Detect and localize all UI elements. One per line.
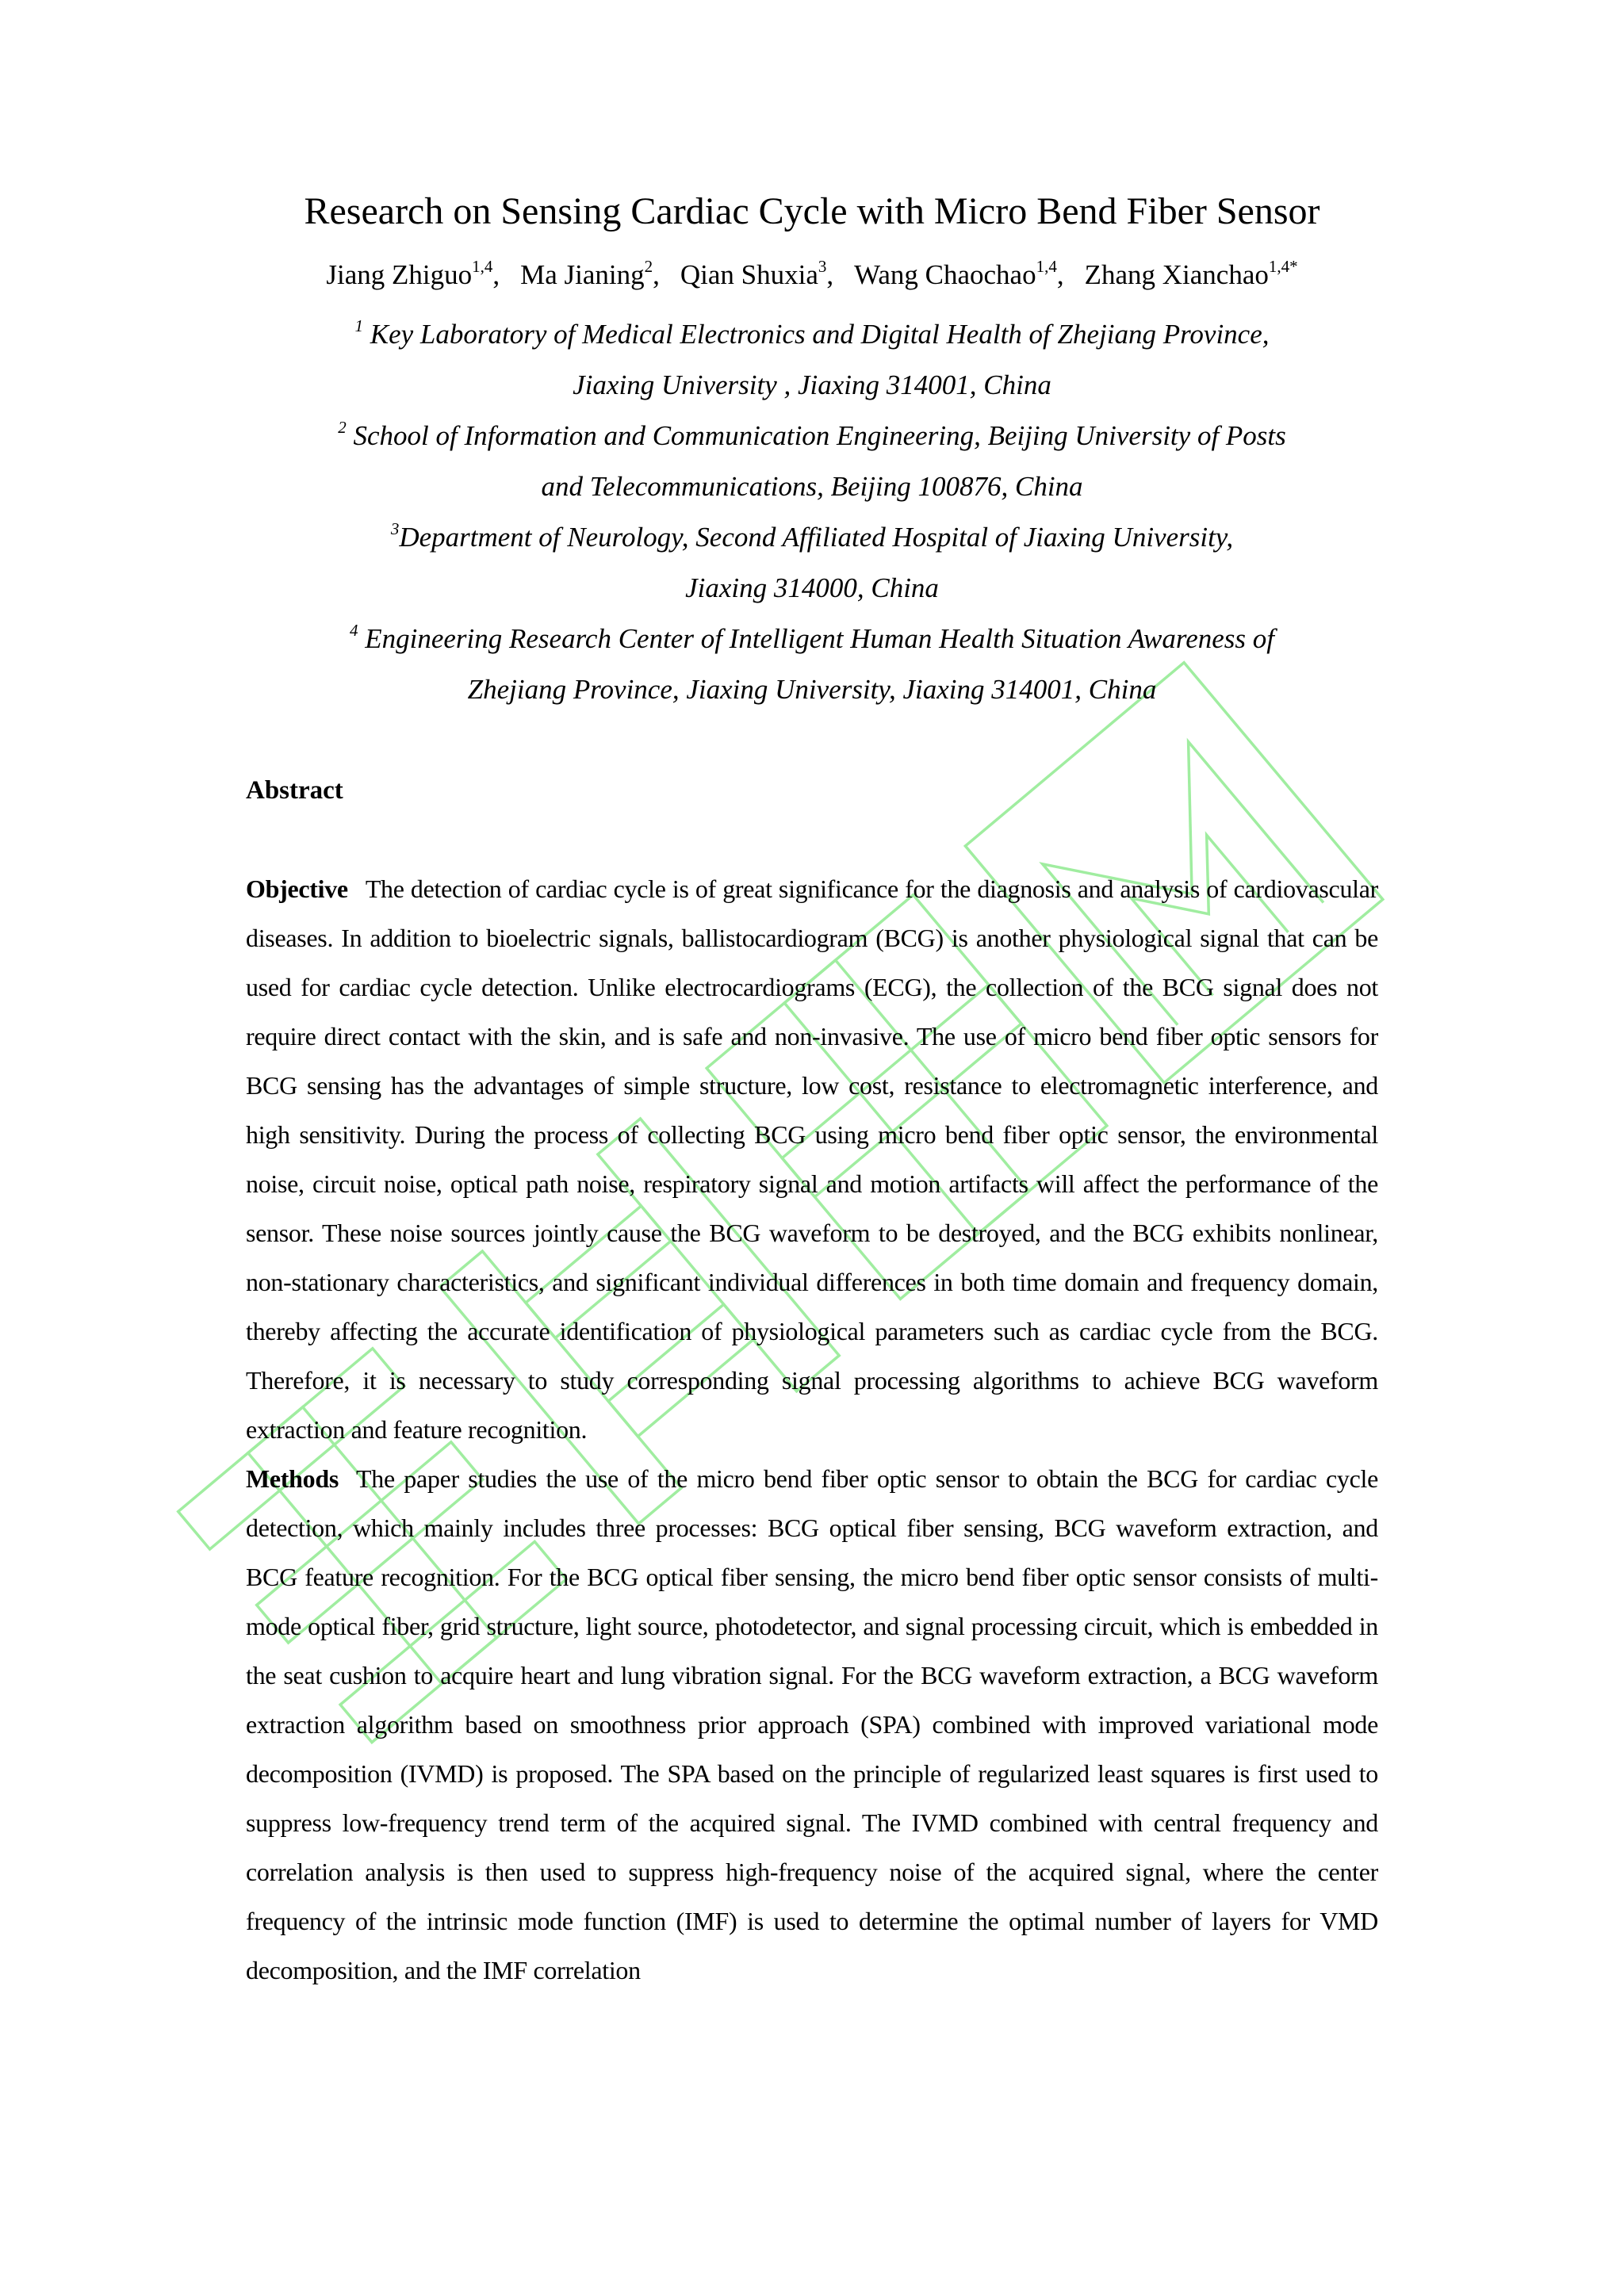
author-name: Jiang Zhiguo [326, 259, 473, 290]
affiliation-line [246, 614, 1378, 664]
affiliations-block [246, 309, 1378, 715]
affiliation-text: Department of Neurology, Second Affiliated Hospital of Jiaxing University, [399, 522, 1234, 553]
affiliation-line [246, 563, 1378, 614]
affiliation-line [246, 512, 1378, 563]
abstract-body [246, 864, 1378, 1995]
abstract-paragraph [246, 864, 1378, 1454]
affiliation-line [246, 360, 1378, 411]
affiliation-text: School of Information and Communication Engineering, Beijing University of Posts [346, 420, 1286, 451]
affiliation-text: Key Laboratory of Medical Electronics and Digital Health of Zhejiang Province, [362, 319, 1270, 350]
affiliation-superscript: 2 [338, 418, 347, 437]
author-separator: , [1056, 259, 1064, 290]
author-separator: , [492, 259, 500, 290]
author-separator: , [653, 259, 660, 290]
affiliation-line [246, 461, 1378, 512]
author-name: Wang Chaochao [854, 259, 1036, 290]
abstract-paragraph [246, 1454, 1378, 1995]
affiliation-text: Jiaxing University , Jiaxing 314001, China [573, 369, 1051, 400]
author-name: Qian Shuxia [680, 259, 818, 290]
author-name: Ma Jianing [520, 259, 645, 290]
affiliation-line [246, 411, 1378, 461]
author-superscript: 2 [644, 257, 653, 276]
paragraph-text: The detection of cardiac cycle is of great significance for the diagnosis and analysis of cardiovascular diseases. In addition to bioelectric signals, ballistocardiogram (BCG) is another physiological signal that can be used for cardiac cycle detection. Unlike electrocardiograms (ECG), the collection of the BCG signal does not require direct contact with the skin, and is safe and non-invasive. The use of micro bend fiber optic sensors for BCG sensing has the advantages of simple structure, low cost, resistance to electromagnetic interference, and high sensitivity. During the process of collecting BCG using micro bend fiber optic sensor, the environmental noise, circuit noise, optical path noise, respiratory signal and motion artifacts will affect the performance of the sensor. These noise sources jointly cause the BCG waveform to be destroyed, and the BCG exhibits nonlinear, non-stationary characteristics, and significant individual differences in both time domain and frequency domain, thereby affecting the accurate identification of physiological parameters such as cardiac cycle from the BCG. Therefore, it is necessary to study corresponding signal processing algorithms to achieve BCG waveform extraction and feature recognition. [246, 874, 1378, 1444]
abstract-heading: Abstract [246, 776, 343, 805]
author-name: Zhang Xianchao [1084, 259, 1269, 290]
affiliation-text: Jiaxing 314000, China [685, 572, 939, 603]
affiliation-superscript: 3 [390, 519, 400, 538]
affiliation-superscript: 4 [350, 621, 358, 640]
author-superscript: 1,4 [472, 257, 493, 276]
affiliation-line [246, 664, 1378, 715]
paragraph-label: Objective [246, 874, 348, 903]
affiliation-text: and Telecommunications, Beijing 100876, China [541, 471, 1083, 502]
author-superscript: 3 [818, 257, 827, 276]
affiliation-superscript: 1 [354, 316, 363, 335]
paragraph-text: The paper studies the use of the micro bend fiber optic sensor to obtain the BCG for cardiac cycle detection, which mainly includes three processes: BCG optical fiber sensing, BCG waveform extraction, and BCG feature recognition. For the BCG optical fiber sensing, the micro bend fiber optic sensor consists of multi-mode optical fiber, grid structure, light source, photodetector, and signal processing circuit, which is embedded in the seat cushion to acquire heart and lung vibration signal. For the BCG waveform extraction, a BCG waveform extraction algorithm based on smoothness prior approach (SPA) combined with improved variational mode decomposition (IVMD) is proposed. The SPA based on the principle of regularized least squares is first used to suppress low-frequency trend term of the acquired signal. The IVMD combined with central frequency and correlation analysis is then used to suppress high-frequency noise of the acquired signal, where the center frequency of the intrinsic mode function (IMF) is used to determine the optimal number of layers for VMD decomposition, and the IMF correlation [246, 1464, 1378, 1984]
author-line [246, 252, 1378, 298]
paragraph-label: Methods [246, 1464, 339, 1493]
author-separator: , [826, 259, 834, 290]
affiliation-line [246, 309, 1378, 360]
affiliation-text: Engineering Research Center of Intelligent Human Health Situation Awareness of [358, 623, 1274, 654]
affiliation-text: Zhejiang Province, Jiaxing University, Jiaxing 314001, China [467, 674, 1157, 705]
author-superscript: 1,4 [1036, 257, 1057, 276]
paper-title: Research on Sensing Cardiac Cycle with Micro Bend Fiber Sensor [304, 190, 1320, 232]
author-superscript: 1,4* [1268, 257, 1298, 276]
